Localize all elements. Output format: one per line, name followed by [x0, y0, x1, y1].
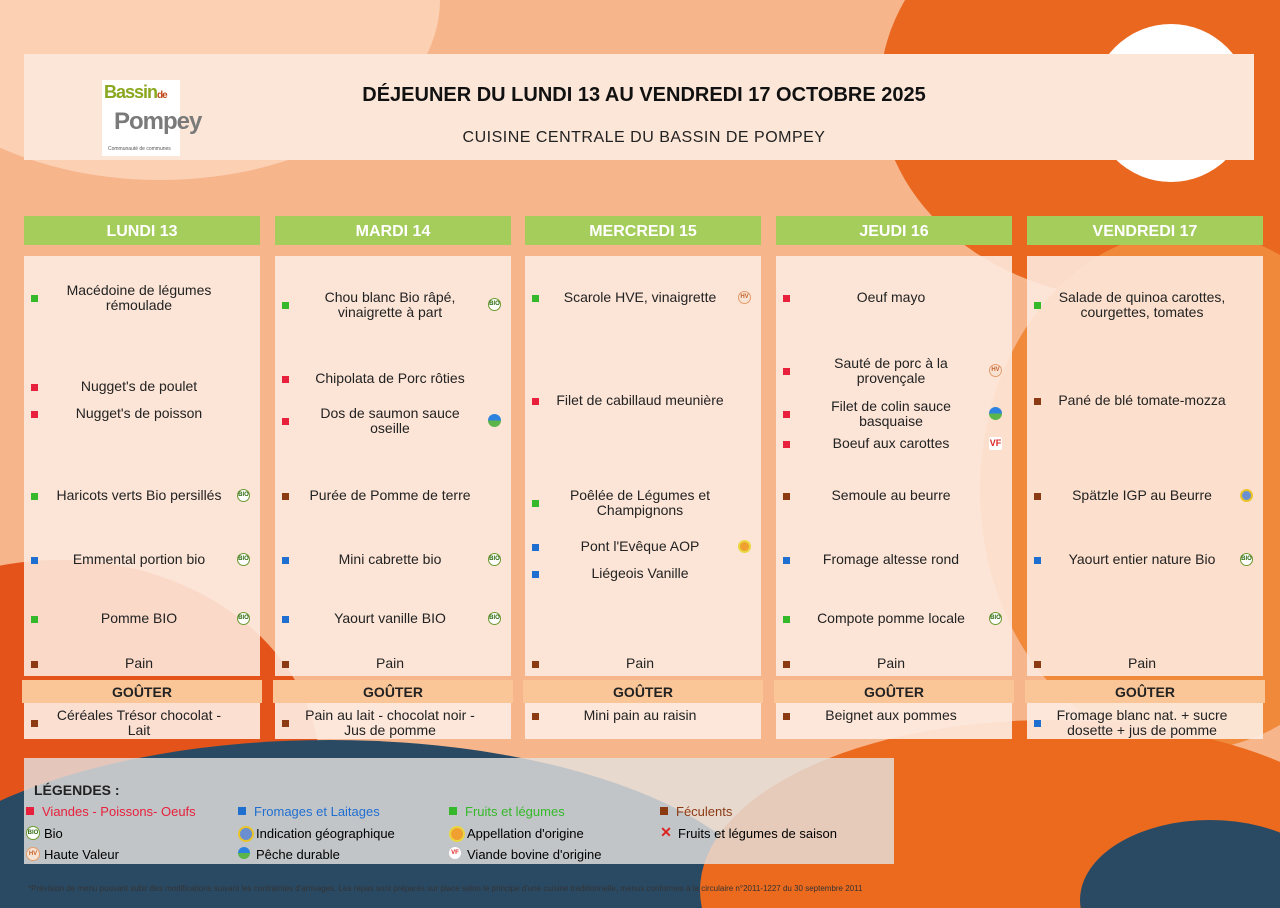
menu-item [1027, 290, 1263, 320]
feculent-square-icon [660, 807, 668, 815]
menu-item [275, 290, 511, 320]
fruit-square-icon [31, 295, 38, 302]
legend [24, 758, 894, 864]
menu-item [776, 399, 1012, 429]
menu-item [24, 379, 260, 394]
gouter-item [24, 708, 260, 738]
fromage-square-icon [1034, 720, 1041, 727]
menu-item-text: Boeuf aux carottes [832, 435, 950, 451]
day-column [24, 216, 260, 738]
fromage-square-icon [532, 544, 539, 551]
pd-icon [989, 407, 1002, 420]
legend-hv: HV Haute Valeur [44, 847, 119, 862]
legend-saison: ✕ Fruits et légumes de saison [660, 824, 837, 841]
menu-item [24, 488, 260, 503]
menu-item [525, 539, 761, 554]
day-header: MERCREDI 15 [525, 216, 761, 245]
menu-item [24, 552, 260, 567]
fromage-square-icon [1034, 557, 1041, 564]
legend-fruit: Fruits et légumes [465, 804, 565, 819]
bio-icon: BIO [26, 826, 40, 840]
menu-item-text: Salade de quinoa carottes, courgettes, tomates [1058, 289, 1226, 320]
fruit-square-icon [783, 616, 790, 623]
viande-square-icon [282, 376, 289, 383]
legend-ig: Indication géographique [256, 826, 395, 841]
menu-item-text: Filet de colin sauce basquaise [831, 398, 951, 429]
viande-square-icon [282, 418, 289, 425]
menu-item [776, 488, 1012, 503]
viande-square-icon [783, 411, 790, 418]
day-column [525, 216, 761, 723]
fruit-square-icon [532, 500, 539, 507]
gouter-text: Mini pain au raisin [583, 707, 697, 723]
gouter-item [525, 708, 761, 723]
legend-feculent: Féculents [676, 804, 732, 819]
menu-item [275, 656, 511, 671]
vbo-icon: VF [449, 847, 461, 859]
menu-item [525, 566, 761, 581]
fromage-square-icon [783, 557, 790, 564]
gouter-box [776, 703, 1012, 739]
viande-square-icon [31, 411, 38, 418]
ao-icon [738, 540, 751, 553]
day-column [776, 216, 1012, 723]
day-header: LUNDI 13 [24, 216, 260, 245]
day-menu [1027, 256, 1263, 676]
fruit-square-icon [449, 807, 457, 815]
page-title: DÉJEUNER DU LUNDI 13 AU VENDREDI 17 OCTOBRE 2025 [362, 84, 926, 106]
day-menu [24, 256, 260, 676]
gouter-box [24, 703, 260, 739]
menu-item-text: Macédoine de légumes rémoulade [66, 282, 212, 313]
page-subtitle: CUISINE CENTRALE DU BASSIN DE POMPEY [462, 129, 826, 146]
legend-title: LÉGENDES : [34, 782, 120, 798]
day-column [275, 216, 511, 738]
bio-icon: BIO [237, 553, 250, 566]
fruit-square-icon [282, 302, 289, 309]
feculent-square-icon [1034, 661, 1041, 668]
menu-item [776, 356, 1012, 386]
fromage-square-icon [282, 616, 289, 623]
menu-item-text: Pain [625, 655, 655, 671]
viande-square-icon [783, 368, 790, 375]
viande-square-icon [31, 384, 38, 391]
menu-item-text: Yaourt entier nature Bio [1068, 551, 1216, 567]
menu-item [776, 611, 1012, 626]
menu-item [1027, 488, 1263, 503]
fromage-square-icon [238, 807, 246, 815]
menu-item-text: Poêlée de Légumes et Champignons [569, 487, 711, 518]
footnote: *Prévision de menu pouvant subir des modifications suivant les contraintes d'arrivages. Les repas sont préparés sur place selon le principe d'une cuisine traditionnelle, menus conformes à la circulaire n°2011-1227 du 30 septembre 2011 [28, 884, 863, 893]
gouter-header: GOÛTER [774, 680, 1014, 703]
viande-square-icon [532, 398, 539, 405]
feculent-square-icon [783, 493, 790, 500]
menu-item-text: Pain [124, 655, 154, 671]
menu-item-text: Chou blanc Bio râpé, vinaigrette à part [324, 289, 456, 320]
logo-line2: Pompey [114, 108, 202, 135]
menu-item-text: Compote pomme locale [817, 610, 965, 626]
menu-item-text: Nugget's de poulet [80, 378, 198, 394]
day-menu [776, 256, 1012, 676]
menu-item-text: Pomme BIO [100, 610, 178, 626]
menu-item [24, 611, 260, 626]
fromage-square-icon [532, 571, 539, 578]
legend-viande: Viandes - Poissons- Oeufs [42, 804, 196, 819]
ao-icon [449, 826, 465, 842]
feculent-square-icon [1034, 493, 1041, 500]
legend-fromage: Fromages et Laitages [254, 804, 380, 819]
menu-item [24, 283, 260, 313]
bio-icon: BIO [237, 612, 250, 625]
feculent-square-icon [532, 713, 539, 720]
menu-item [525, 393, 761, 408]
vbo-icon: VF [989, 437, 1002, 448]
menu-item [1027, 552, 1263, 567]
fruit-square-icon [31, 616, 38, 623]
pd-icon [238, 847, 250, 859]
header [24, 54, 1254, 160]
feculent-square-icon [532, 661, 539, 668]
menu-item-text: Haricots verts Bio persillés [56, 487, 222, 503]
menu-item-text: Liégeois Vanille [591, 565, 689, 581]
feculent-square-icon [783, 661, 790, 668]
gouter-box [1027, 703, 1263, 739]
bio-icon: BIO [488, 298, 501, 311]
legend-ao: Appellation d'origine [467, 826, 584, 841]
feculent-square-icon [31, 661, 38, 668]
gouter-text: Pain au lait - chocolat noir - Jus de pomme [305, 707, 475, 738]
menu-item [275, 611, 511, 626]
menu-item [1027, 656, 1263, 671]
bio-icon: BIO [237, 489, 250, 502]
gouter-item [1027, 708, 1263, 738]
menu-item [776, 436, 1012, 451]
hv-icon: HV [26, 847, 40, 861]
menu-item [776, 552, 1012, 567]
gouter-item [776, 708, 1012, 723]
feculent-square-icon [31, 720, 38, 727]
menu-item-text: Filet de cabillaud meunière [556, 392, 724, 408]
fruit-square-icon [31, 493, 38, 500]
bio-icon: BIO [488, 612, 501, 625]
feculent-square-icon [783, 713, 790, 720]
pd-icon [488, 414, 501, 427]
logo-line1: Bassinde [104, 82, 167, 102]
day-header: MARDI 14 [275, 216, 511, 245]
menu-item-text: Oeuf mayo [856, 289, 926, 305]
menu-item-text: Fromage altesse rond [822, 551, 960, 567]
menu-item-text: Yaourt vanille BIO [334, 610, 446, 626]
gouter-item [275, 708, 511, 738]
menu-item-text: Pain [1127, 655, 1157, 671]
menu-item-text: Emmental portion bio [72, 551, 206, 567]
day-header: VENDREDI 17 [1027, 216, 1263, 245]
gouter-header: GOÛTER [22, 680, 262, 703]
gouter-header: GOÛTER [1025, 680, 1265, 703]
menu-item-text: Purée de Pomme de terre [309, 487, 471, 503]
legend-pd: Pêche durable [256, 847, 340, 862]
gouter-text: Céréales Trésor chocolat - Lait [56, 707, 222, 738]
bio-icon: BIO [989, 612, 1002, 625]
ig-icon [1240, 489, 1253, 502]
menu-item [275, 552, 511, 567]
menu-item [776, 656, 1012, 671]
gouter-text: Beignet aux pommes [825, 707, 957, 723]
menu-item [776, 290, 1012, 305]
logo-tagline: Communauté de communes [108, 146, 171, 152]
feculent-square-icon [282, 661, 289, 668]
saison-icon: ✕ [660, 824, 672, 840]
hv-icon: HV [989, 364, 1002, 377]
menu-item-text: Nugget's de poisson [75, 405, 203, 421]
day-menu [275, 256, 511, 676]
menu-item [24, 656, 260, 671]
gouter-header: GOÛTER [523, 680, 763, 703]
menu-item [525, 656, 761, 671]
feculent-square-icon [282, 720, 289, 727]
viande-square-icon [26, 807, 34, 815]
menu-item-text: Semoule au beurre [831, 487, 951, 503]
menu-item-text: Pont l'Evêque AOP [580, 538, 700, 554]
fromage-square-icon [31, 557, 38, 564]
feculent-square-icon [282, 493, 289, 500]
menu-item-text: Pain [375, 655, 405, 671]
menu-item-text: Sauté de porc à la provençale [834, 355, 948, 386]
fromage-square-icon [282, 557, 289, 564]
gouter-box [275, 703, 511, 739]
viande-square-icon [783, 295, 790, 302]
bio-icon: BIO [1240, 553, 1253, 566]
hv-icon: HV [738, 291, 751, 304]
gouter-text: Fromage blanc nat. + sucre dosette + jus de pomme [1056, 707, 1228, 738]
gouter-header: GOÛTER [273, 680, 513, 703]
menu-item [275, 406, 511, 436]
legend-vbo: VF Viande bovine d'origine [467, 847, 602, 862]
menu-item [24, 406, 260, 421]
menu-item-text: Pané de blé tomate-mozza [1058, 392, 1226, 408]
menu-item [275, 488, 511, 503]
menu-item-text: Dos de saumon sauce oseille [320, 405, 460, 436]
viande-square-icon [783, 441, 790, 448]
fruit-square-icon [1034, 302, 1041, 309]
menu-item [275, 371, 511, 386]
menu-item [525, 488, 761, 518]
feculent-square-icon [1034, 398, 1041, 405]
day-header: JEUDI 16 [776, 216, 1012, 245]
menu-item-text: Pain [876, 655, 906, 671]
menu-item [1027, 393, 1263, 408]
day-menu [525, 256, 761, 676]
ig-icon [238, 826, 254, 842]
bio-icon: BIO [488, 553, 501, 566]
menu-item-text: Mini cabrette bio [338, 551, 442, 567]
menu-item-text: Chipolata de Porc rôties [315, 370, 465, 386]
fruit-square-icon [532, 295, 539, 302]
legend-bio: BIO Bio [27, 826, 63, 841]
menu-item-text: Scarole HVE, vinaigrette [563, 289, 717, 305]
menu-item-text: Spätzle IGP au Beurre [1072, 487, 1212, 503]
day-column [1027, 216, 1263, 738]
gouter-box [525, 703, 761, 739]
menu-item [525, 290, 761, 305]
